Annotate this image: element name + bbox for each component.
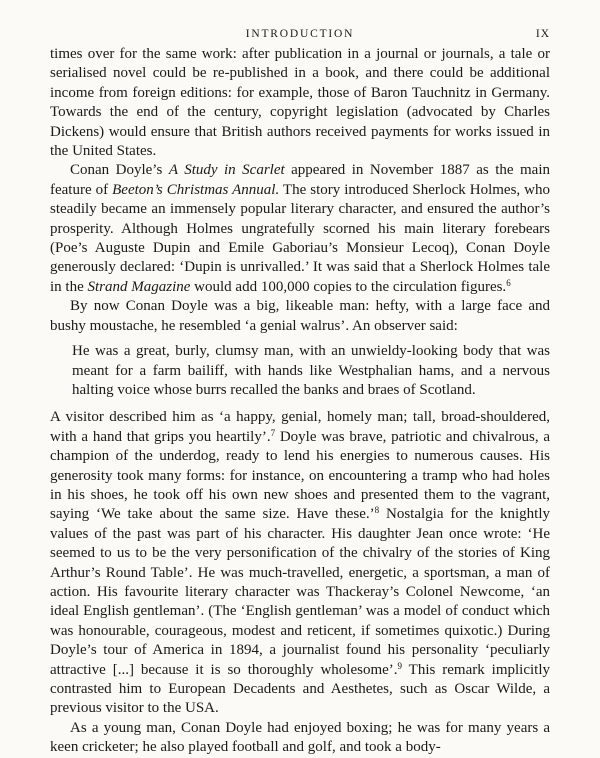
title-a-study-in-scarlet: A Study in Scarlet (168, 162, 285, 179)
paragraph-genial-walrus: By now Conan Doyle was a big, likeable man: hefty, with a large face and bushy moustache, he resembled ‘a genial walrus’. An observer said: (50, 298, 550, 334)
p4-text-b: Doyle was brave, patriotic and chivalrous, a champion of the underdog, ready to lend his energies to numerous causes. His generosity took many forms: for instance, on encountering a tramp who had holes in his shoes, he took off his own new shoes and presented them to the vagrant, saying ‘We take about the same size. Have these.’ (50, 428, 550, 523)
paragraph-study-in-scarlet (50, 161, 550, 297)
footnote-ref-6: 6 (506, 277, 511, 288)
p4-text-d: This remark implicitly contrasted him to European Decadents and Aesthetes, such as Oscar Wilde, a previous visitor to the USA. (50, 661, 550, 717)
block-quote (72, 342, 550, 400)
footnote-ref-7: 7 (270, 427, 276, 438)
p4-text-c: Nostalgia for the knightly values of the past was part of his character. His daughter Jean once wrote: ‘He seemed to us to be the very personification of the chivalry of the stories of King Arthur’s Round Table’. He was much-travelled, energetic, a sportsman, a man of action. His favourite literary character was Thackeray’s Colonel Newcome, ‘an ideal English gentleman’. (The ‘English gentleman’ was a model of conduct which was honourable, courageous, modest and reticent, if sometimes quixotic.) During Doyle’s tour of America in 1894, a journalist found his personality ‘peculiarly attractive [...] because it is so thoroughly wholesome’. (50, 506, 550, 678)
p4-text-a: A visitor described him as ‘a happy, genial, homely man; tall, broad-shouldered, with a hand that grips you heartily’. (50, 409, 550, 445)
title-strand-magazine: Strand Magazine (87, 278, 191, 295)
p2-text-e: The story introduced Sherlock Holmes, who steadily became an immensely popular literary character, and ensured the author’s prosperity. Although Holmes ungratefully scorned his main literary forebears (Poe’s Auguste Dupin and Emile Gaboriau’s Monsieur Lecoq), Conan Doyle generously declared: ‘Dupin is unrivalled.’ It was said that a Sherlock Holmes tale in the (50, 181, 550, 295)
paragraph-continuation: times over for the same work: after publication in a journal or journals, a tale or serialised novel could be re-published in a book, and there could be additional income from foreign editions: for example, those of Baron Tauchnitz in Germany. Towards the end of the century, copyright legislation (advocated by Charles Dickens) would ensure that British authors received payments for works issued in the United States. (50, 46, 550, 160)
p2-text-a: Conan Doyle’s (70, 162, 169, 179)
paragraph-visitor-description (50, 408, 550, 719)
footnote-ref-8: 8 (374, 505, 380, 516)
block-quote-text: He was a great, burly, clumsy man, with an unwieldy-looking body that was meant for a farm bailiff, with hands like Westphalian hams, and a nervous halting voice whose burrs recalled the banks and braes of Scotland. (72, 343, 550, 398)
p2-text-c: appeared in November 1887 as the main feature of (50, 162, 551, 198)
paragraph-sports: As a young man, Conan Doyle had enjoyed boxing; he was for many years a keen cricketer; he also played football and golf, and took a body- (50, 719, 550, 756)
page-number: IX (535, 28, 550, 40)
title-beetons-christmas-annual: Beeton’s Christmas Annual. (112, 181, 280, 198)
p2-text-g: would add 100,000 copies to the circulation figures. (190, 278, 507, 295)
running-head-title: INTRODUCTION (245, 28, 355, 40)
body-text (50, 45, 550, 758)
footnote-ref-9: 9 (397, 660, 403, 671)
